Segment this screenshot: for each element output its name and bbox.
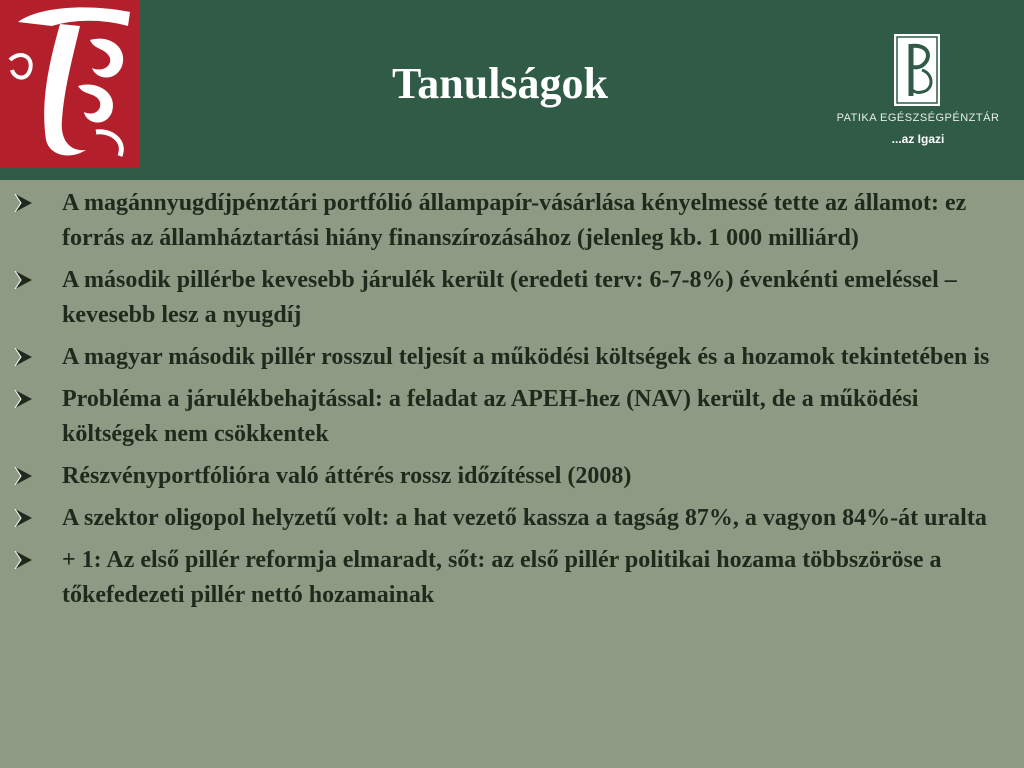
bullet-list [0,186,1024,620]
bullet-item [0,459,1024,494]
arrowhead-bullet-icon [12,465,34,487]
brand-name: PATIKA EGÉSZSÉGPÉNZTÁR [836,112,1000,124]
bullet-text: A magyar második pillér rosszul teljesít a működési költségek és a hozamok tekintetében is [62,344,990,370]
pharmacy-monogram-icon [894,34,940,106]
brand-logo [820,34,1016,154]
arrowhead-bullet-icon [12,549,34,571]
arrowhead-bullet-icon [12,507,34,529]
arrowhead-bullet-icon [12,269,34,291]
slide-header [0,0,1024,180]
bullet-text: A második pillérbe kevesebb járulék került (eredeti terv: 6-7-8%) évenkénti emeléssel – kevesebb lesz a nyugdíj [62,267,957,328]
bullet-text: Részvényportfólióra való áttérés rossz időzítéssel (2008) [62,463,632,489]
bullet-item [0,263,1024,333]
brand-tagline: ...az Igazi [891,132,945,146]
arrowhead-bullet-icon [12,388,34,410]
bullet-text: A szektor oligopol helyzetű volt: a hat vezető kassza a tagság 87%, a vagyon 84%-át uralta [62,505,987,531]
bullet-item [0,501,1024,536]
bullet-text: Probléma a járulékbehajtással: a feladat az APEH-hez (NAV) került, de a működési költségek nem csökkentek [62,386,919,447]
bullet-item [0,382,1024,452]
slide-title: Tanulságok [391,59,609,108]
bullet-item [0,186,1024,256]
arrowhead-bullet-icon [12,192,34,214]
bullet-text: + 1: Az első pillér reformja elmaradt, sőt: az első pillér politikai hozama többszöröse a tőkefedezeti pillér nettó hozamainak [62,547,942,608]
decorative-t-monogram-icon [0,0,140,168]
bullet-text: A magánnyugdíjpénztári portfólió állampapír-vásárlása kényelmessé tette az államot: ez forrás az államháztartási hiány finanszírozásához (jelenleg kb. 1 000 milliárd) [62,190,967,251]
arrowhead-bullet-icon [12,346,34,368]
bullet-item [0,543,1024,613]
bullet-item [0,340,1024,375]
